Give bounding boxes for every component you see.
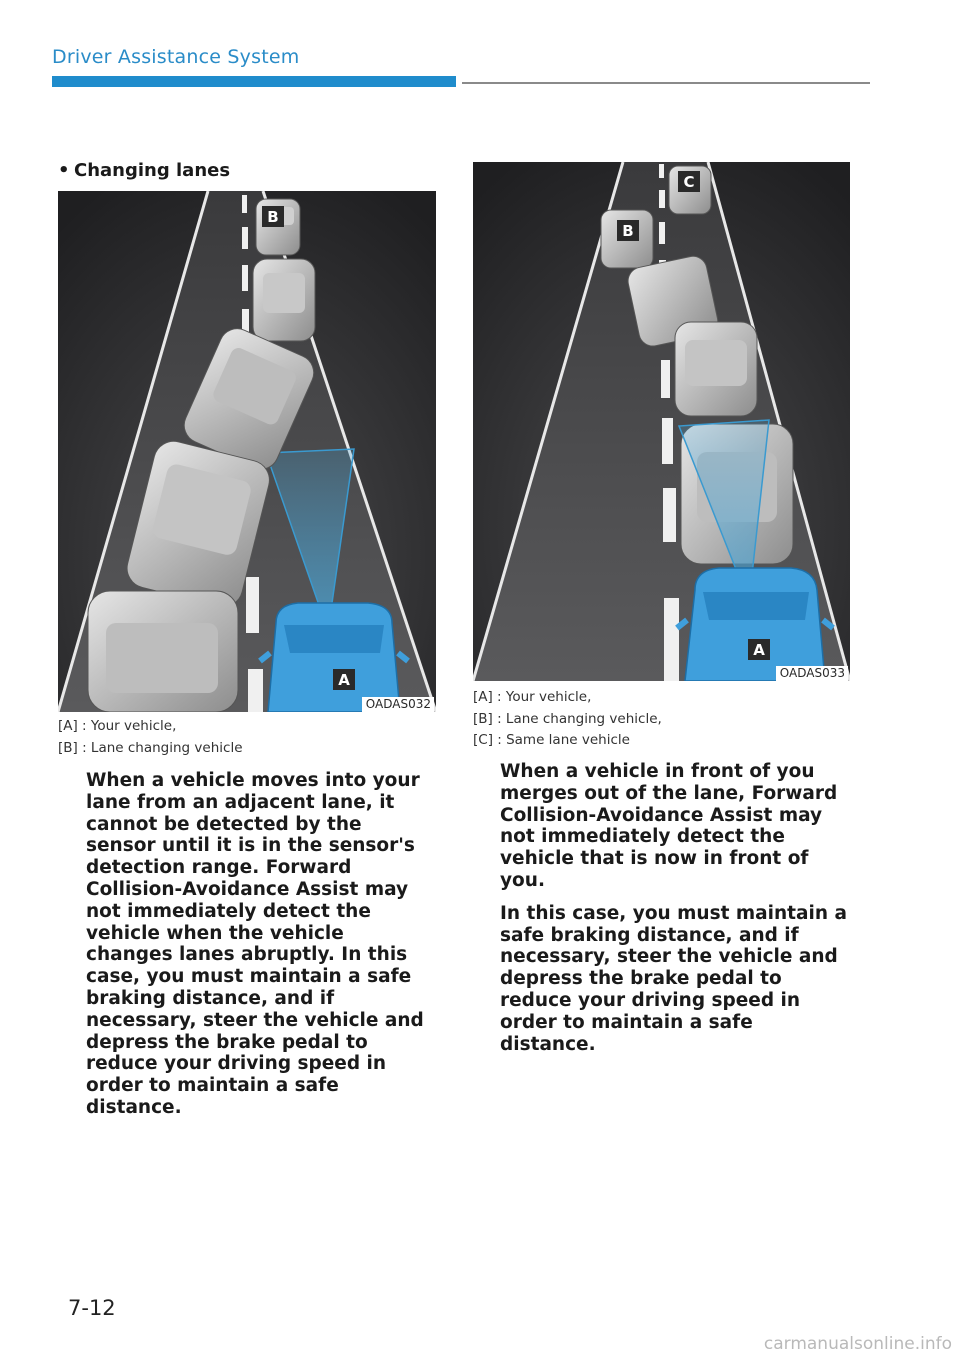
bullet-icon: • [58, 160, 70, 181]
marker-b-label: B [622, 222, 634, 240]
header-rule-thin [462, 82, 870, 84]
figure-changing-lanes [58, 191, 436, 712]
illustration-lane-change [58, 191, 436, 712]
body-text-left [86, 770, 436, 1130]
caption-line: [C] : Same lane vehicle [473, 732, 630, 748]
bullet-heading [58, 160, 230, 181]
paragraph: When a vehicle moves into your lane from an adjacent lane, it cannot be detected by the sensor until it is in the sensor's detection range. Forward Collision-Avoidance Assist may not immediately detect the vehicle when the vehicle changes lanes abruptly. In this case, you must maintain a safe braking distance, and if necessary, steer the vehicle and depress the brake pedal to reduce your driving speed in order to maintain a safe distance. [86, 770, 424, 1118]
watermark: carmanualsonline.info [763, 1334, 952, 1354]
illustration-merge-out [473, 162, 850, 681]
caption-line: [A] : Your vehicle, [473, 689, 592, 705]
figure-code: OADAS033 [776, 666, 848, 681]
figure-caption-right [473, 687, 662, 752]
section-title: Driver Assistance System [52, 46, 300, 68]
caption-line: [A] : Your vehicle, [58, 718, 177, 734]
figure-merging-out [473, 162, 850, 681]
marker-a-label: A [753, 641, 765, 659]
bullet-heading-text: Changing lanes [74, 160, 231, 181]
page-number: 7-12 [68, 1296, 116, 1320]
marker-a-label: A [338, 671, 350, 689]
marker-b-label: B [267, 208, 279, 226]
body-text-right [500, 761, 852, 1066]
figure-code: OADAS032 [362, 697, 434, 712]
header-rule-accent [52, 76, 456, 87]
marker-c-label: C [683, 173, 695, 191]
figure-caption-left [58, 716, 243, 759]
paragraph: When a vehicle in front of you merges out of the lane, Forward Collision-Avoidance Assist may not immediately detect the vehicle that is now in front of you. [500, 761, 838, 891]
caption-line: [B] : Lane changing vehicle [58, 739, 243, 756]
paragraph: In this case, you must maintain a safe braking distance, and if necessary, steer the vehicle and depress the brake pedal to reduce your driving speed in order to maintain a safe distance. [500, 902, 847, 1055]
caption-line: [B] : Lane changing vehicle, [473, 710, 662, 727]
